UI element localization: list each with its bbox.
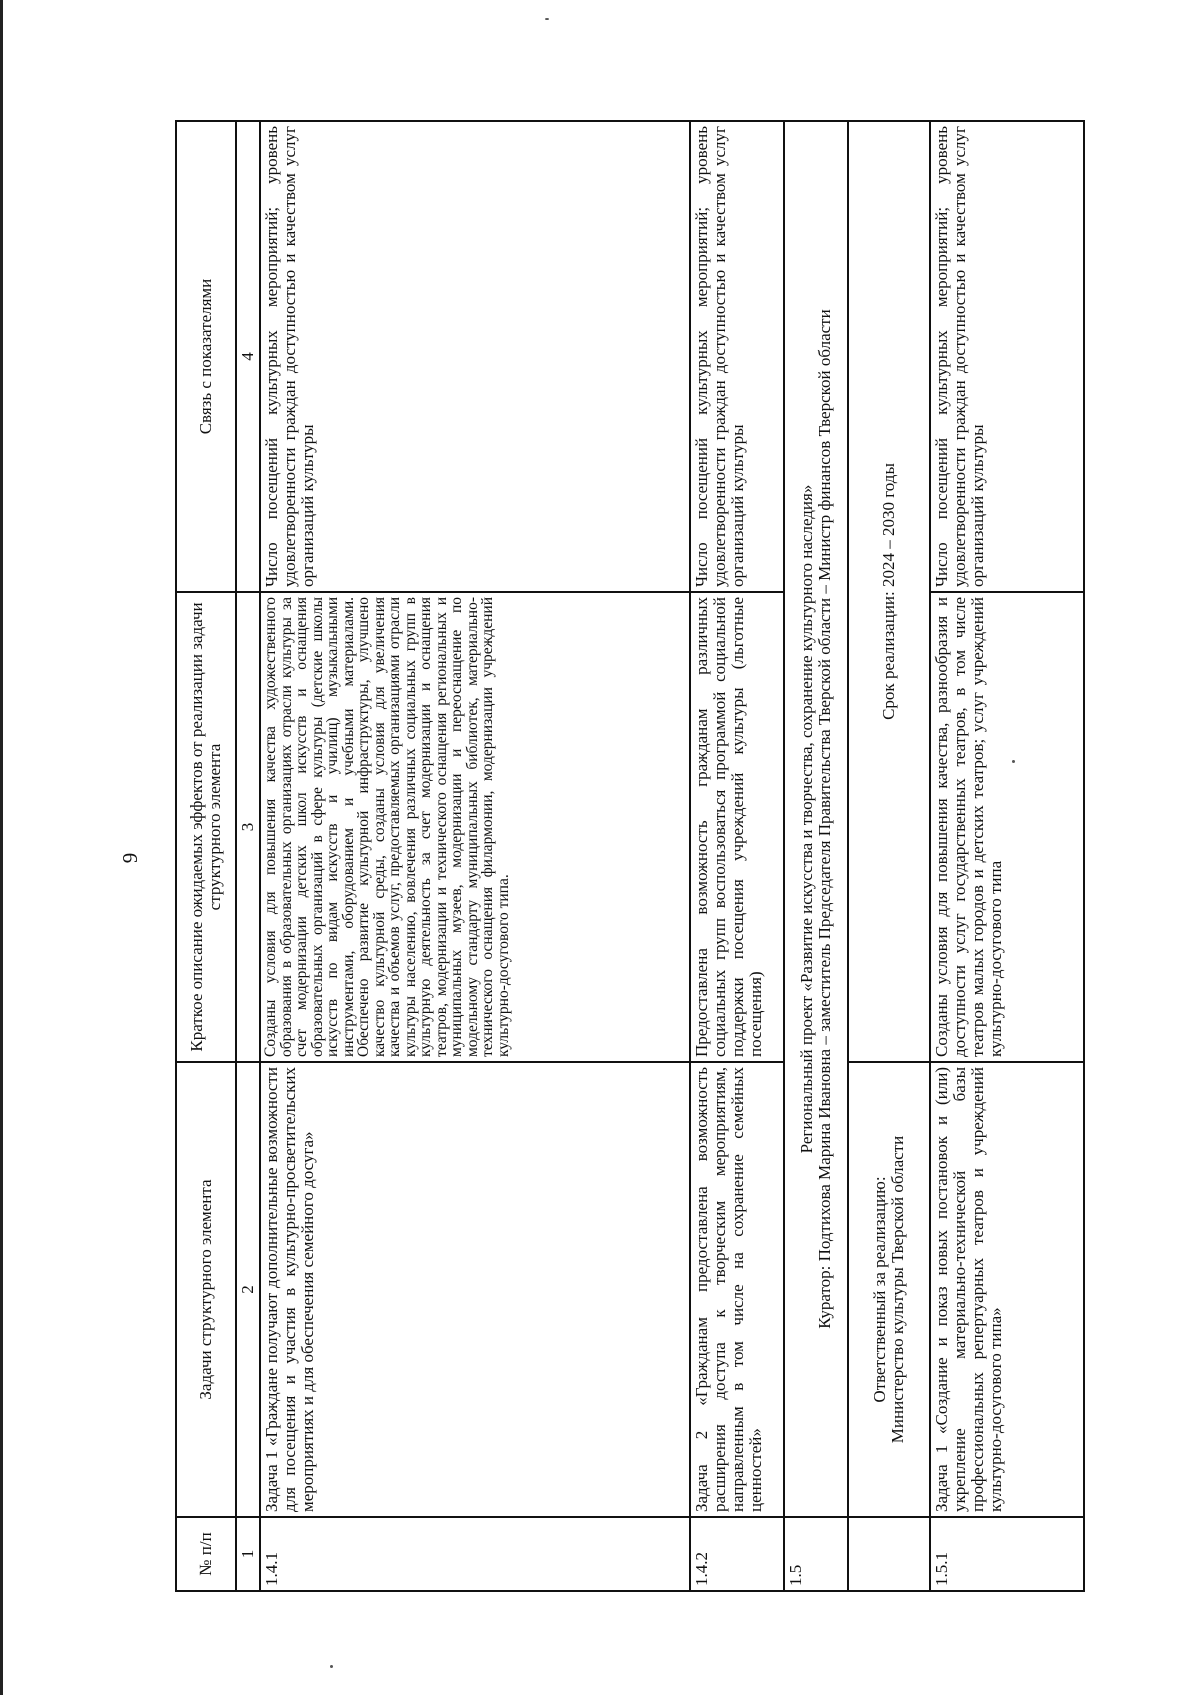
header-effect: Краткое описание ожидаемых эффектов от реализации задачи структурного элемента <box>176 592 236 1062</box>
rotated-table-container <box>175 122 1085 1592</box>
row-num: 1.5.1 <box>930 1517 1084 1591</box>
scan-edge <box>0 0 3 1695</box>
row-indicators: Число посещений культурных мероприятий; уровень удовлетворенности граждан доступностью и качеством услуг организаций культуры <box>690 121 784 592</box>
table-row <box>260 121 690 1591</box>
project-cell <box>784 121 848 1517</box>
column-number: 2 <box>236 1062 260 1517</box>
responsible-cell <box>848 1062 930 1517</box>
scan-speck <box>545 18 549 20</box>
project-title: Региональный проект «Развитие искусства и творчества, сохранение культурного наследия» <box>797 484 816 1154</box>
table-header-row <box>176 121 236 1591</box>
page-number: 9 <box>118 852 142 864</box>
project-num: 1.5 <box>784 1517 848 1591</box>
scan-speck <box>330 1665 333 1668</box>
header-task: Задачи структурного элемента <box>176 1062 236 1517</box>
row-task: Задача 1 «Граждане получают дополнительные возможности для посещения и участия в культурно-просветительских мероприятиях и для обеспечения семейного досуга» <box>260 1062 690 1517</box>
column-number: 1 <box>236 1517 260 1591</box>
empty-cell <box>848 1517 930 1591</box>
table-row <box>690 121 784 1591</box>
column-number: 4 <box>236 121 260 592</box>
row-task: Задача 1 «Создание и показ новых постановок и (или) укрепление материально-технической базы профессиональных репертуарных театров и учреждений культурно-досугового типа» <box>930 1062 1084 1517</box>
row-indicators: Число посещений культурных мероприятий; уровень удовлетворенности граждан доступностью и качеством услуг организаций культуры <box>260 121 690 592</box>
row-effect: Предоставлена возможность гражданам различных социальных групп воспользоваться программой социальной поддержки посещения учреждений культуры (льготные посещения) <box>690 592 784 1062</box>
row-indicators: Число посещений культурных мероприятий; уровень удовлетворенности граждан доступностью и качеством услуг организаций культуры <box>930 121 1084 592</box>
tasks-table <box>175 120 1085 1592</box>
responsible-name: Министерство культуры Тверской области <box>888 1135 907 1444</box>
header-indicators: Связь с показателями <box>176 121 236 592</box>
row-task: Задача 2 «Гражданам предоставлена возможность расширения доступа к творческим мероприятиям, направленным в том числе на сохранение семейных ценностей» <box>690 1062 784 1517</box>
table-row <box>930 121 1084 1591</box>
header-num: № п/п <box>176 1517 236 1591</box>
responsible-row <box>848 121 930 1591</box>
row-num: 1.4.2 <box>690 1517 784 1591</box>
row-effect: Созданы условия для повышения качества художественного образования в образовательных организациях отрасли культуры за счет модернизации детских школ искусств и оснащения образовательных организаций в сфере культуры (детские школы искусств по видам искусств и училищ) музыкальными инструментами, оборудованием и учебными материалами. Обеспечено развитие культурной инфраструктуры, улучшено качество культурной среды, созданы условия для увеличения качества и объемов услуг, предоставляемых организациями отрасли культуры населению, вовлечения различных социальных групп в культурную деятельность за счет модернизации и оснащения театров, модернизации и технического оснащения региональных и муниципальных музеев, модернизации и переоснащение по модельному стандарту муниципальных библиотек, материально-технического оснащения филармонии, модернизации учреждений культурно-досугового типа. <box>260 592 690 1062</box>
column-number-row <box>236 121 260 1591</box>
responsible-label: Ответственный за реализацию: <box>870 1176 889 1403</box>
column-number: 3 <box>236 592 260 1062</box>
row-effect: Созданы условия для повышения качества, разнообразия и доступности услуг государственных театров, в том числе театров малых городов и детских театров; услуг учреждений культурно-досугового типа <box>930 592 1084 1062</box>
project-curator: Куратор: Подтихова Марина Ивановна – заместитель Председателя Правительства Тверской области – Министр финансов Тверской области <box>815 309 834 1329</box>
row-num: 1.4.1 <box>260 1517 690 1591</box>
project-term: Срок реализации: 2024 – 2030 годы <box>848 121 930 1062</box>
project-row <box>784 121 848 1591</box>
